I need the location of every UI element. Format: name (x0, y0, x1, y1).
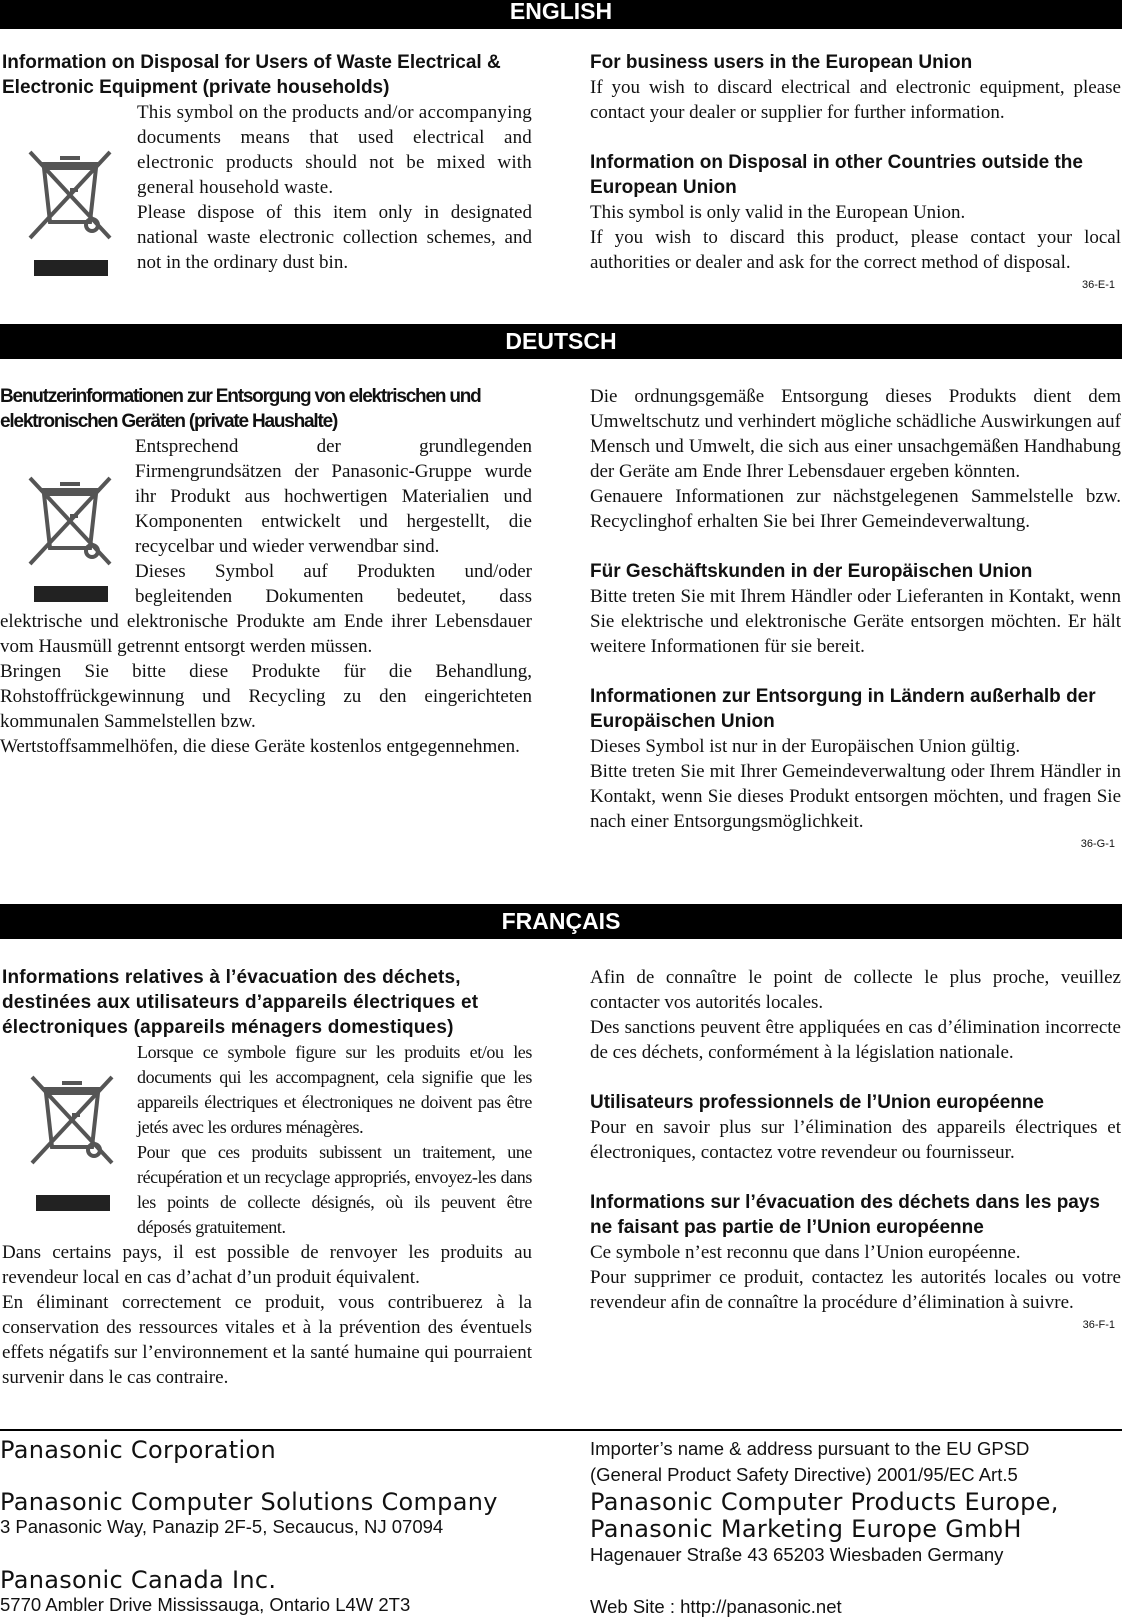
english-left-heading: Information on Disposal for Users of Waste Electrical & Electronic Equipment (private households) (2, 52, 501, 98)
francais-left-heading: Informations relatives à l’évacuation des déchets, destinées aux utilisateurs d’appareils électriques et électroniques (appareils ménagers domestiques) (2, 967, 479, 1038)
english-right-body-1: If you wish to discard electrical and electronic equipment, please contact your dealer or supplier for further information. (590, 77, 1121, 123)
footer-corp-name: Panasonic Corporation (0, 1436, 276, 1464)
footer-company-address: 3 Panasonic Way, Panazip 2F-5, Secaucus, NJ 07094 (0, 1516, 444, 1537)
deutsch-left-column (0, 384, 532, 759)
footer-website[interactable]: Web Site : http://panasonic.net (590, 1596, 842, 1617)
english-right-column (590, 50, 1121, 291)
footer-europe-address: Hagenauer Straße 43 65203 Wiesbaden Germany (590, 1544, 1004, 1565)
francais-left-body-1: Lorsque ce symbole figure sur les produits et/ou les documents qui les accompagnent, cela signifie que les appareils électriques et électroniques ne doivent pas être jetés avec les ordures ménagères. (137, 1042, 532, 1137)
francais-right-column (590, 965, 1121, 1331)
deutsch-right-column (590, 384, 1121, 850)
footer-canada-name: Panasonic Canada Inc. (0, 1566, 277, 1594)
francais-left-column (2, 965, 532, 1390)
crossed-out-wheelie-bin-icon (24, 1055, 134, 1225)
deutsch-right-heading-2: Informationen zur Entsorgung in Ländern außerhalb der Europäischen Union (590, 686, 1096, 732)
footer-europe-name-2: Panasonic Marketing Europe GmbH (590, 1515, 1022, 1543)
section-bar-english: ENGLISH (0, 0, 1122, 29)
francais-code: 36-F-1 (1082, 1319, 1115, 1331)
deutsch-right-body-4a: Dieses Symbol ist nur in der Europäischen Union gültig. (590, 736, 1021, 757)
english-weee-icon-slot (2, 100, 137, 280)
crossed-out-wheelie-bin-icon (22, 456, 132, 616)
footer-canada-address: 5770 Ambler Drive Mississauga, Ontario L4W 2T3 (0, 1594, 411, 1615)
deutsch-right-body-3: Bitte treten Sie mit Ihrem Händler oder Lieferanten in Kontakt, wenn Sie elektrische und elektronische Geräte entsorgen möchten. Er hält weitere Informationen für sie bereit. (590, 586, 1121, 657)
francais-left-body-2: Pour que ces produits subissent un traitement, une récupération et un recyclage appropriés, envoyez-les dans les points de collecte désignés, où ils peuvent être déposés gratuitement. (137, 1142, 532, 1237)
section-bar-deutsch: DEUTSCH (0, 324, 1122, 359)
deutsch-right-heading-1: Für Geschäftskunden in der Europäischen Union (590, 561, 1033, 582)
francais-right-body-2: Des sanctions peuvent être appliquées en cas d’élimination incorrecte de ces déchets, conformément à la législation nationale. (590, 1017, 1121, 1063)
english-right-body-2b: If you wish to discard this product, please contact your local authorities or dealer and ask for the correct method of disposal. (590, 227, 1121, 273)
crossed-out-wheelie-bin-icon (22, 130, 132, 300)
francais-right-heading-2: Informations sur l’évacuation des déchets dans les pays ne faisant pas partie de l’Union européenne (590, 1192, 1101, 1238)
footer-company-name: Panasonic Computer Solutions Company (0, 1488, 498, 1516)
deutsch-right-body-2: Genauere Informationen zur nächstgelegenen Sammelstelle bzw. Recyclinghof erhalten Sie bei Ihrer Gemeindeverwaltung. (590, 486, 1121, 532)
english-right-heading-1: For business users in the European Union (590, 52, 973, 73)
english-code: 36-E-1 (1081, 279, 1115, 291)
francais-left-body-3: Dans certains pays, il est possible de renvoyer les produits au revendeur local en cas d’achat d’un produit équivalent. (2, 1242, 532, 1288)
francais-left-body-4: En éliminant correctement ce produit, vous contribuerez à la conservation des ressources vitales et à la prévention des éventuels effets négatifs sur l’environnement et la santé humaine qui pourraient survenir dans le cas contraire. (2, 1292, 532, 1388)
footer-importer-line-2: (General Product Safety Directive) 2001/95/EC Art.5 (590, 1464, 1018, 1485)
deutsch-code: 36-G-1 (1080, 838, 1115, 850)
francais-weee-icon-slot (2, 1040, 137, 1225)
footer-importer-line-1: Importer’s name & address pursuant to the EU GPSD (590, 1438, 1030, 1459)
section-bar-francais: FRANÇAIS (0, 904, 1122, 939)
english-left-column (2, 50, 532, 280)
footer-right (590, 1436, 1121, 1620)
deutsch-left-body-4: Wertstoffsammelhöfen, die diese Geräte kostenlos entgegennehmen. (0, 736, 520, 757)
deutsch-left-heading: Benutzerinformationen zur Entsorgung von elektrischen und elektronischen Geräten (private Haushalte) (0, 386, 481, 432)
footer-divider (0, 1429, 1122, 1431)
deutsch-left-body-1: Entsprechend der grundlegenden Firmengrundsätzen der Panasonic-Gruppe wurde ihr Produkt aus hochwertigen Materialien und Komponenten entwickelt und hergestellt, die recycelbar und wieder verwendbar sind. (135, 436, 532, 557)
francais-right-heading-1: Utilisateurs professionnels de l’Union européenne (590, 1092, 1044, 1113)
francais-right-body-3: Pour en savoir plus sur l’élimination des appareils électriques et électroniques, contactez votre revendeur ou fournisseur. (590, 1117, 1121, 1163)
footer-europe-name-1: Panasonic Computer Products Europe, (590, 1488, 1059, 1516)
francais-right-body-1: Afin de connaître le point de collecte le plus proche, veuillez contacter vos autorités locales. (590, 967, 1121, 1013)
footer-left (0, 1436, 560, 1618)
english-left-body-2: Please dispose of this item only in designated national waste electronic collection schemes, and not in the ordinary dust bin. (137, 202, 532, 273)
deutsch-right-body-1: Die ordnungsgemäße Entsorgung dieses Produkts dient dem Umweltschutz und verhindert mögliche schädliche Auswirkungen auf Mensch und Umwelt, die sich aus einer unsachgemäßen Handhabung der Geräte am Ende Ihrer Lebensdauer ergeben könnten. (590, 386, 1121, 482)
deutsch-left-body-3: Bringen Sie bitte diese Produkte für die Behandlung, Rohstoffrückgewinnung und Recycling zu den eingerichteten kommunalen Sammelstellen bzw. (0, 661, 532, 732)
english-right-body-2a: This symbol is only valid in the European Union. (590, 202, 966, 223)
deutsch-weee-icon-slot (0, 434, 135, 604)
francais-right-body-4a: Ce symbole n’est reconnu que dans l’Union européenne. (590, 1242, 1021, 1263)
deutsch-right-body-4b: Bitte treten Sie mit Ihrer Gemeindeverwaltung oder Ihrem Händler in Kontakt, wenn Sie dieses Produkt entsorgen möchten, und fragen Sie nach einer Entsorgungsmöglichkeit. (590, 761, 1121, 832)
english-right-heading-2: Information on Disposal in other Countries outside the European Union (590, 152, 1083, 198)
francais-right-body-4b: Pour supprimer ce produit, contactez les autorités locales ou votre revendeur afin de connaître la procédure d’élimination à suivre. (590, 1267, 1121, 1313)
deutsch-left-body-2: Dieses Symbol auf Produkten und/oder begleitenden Dokumenten bedeutet, dass elektrische und elektronische Produkte am Ende ihrer Lebensdauer vom Hausmüll getrennt entsorgt werden müssen. (0, 561, 532, 657)
english-left-body-1: This symbol on the products and/or accompanying documents means that used electrical and electronic products should not be mixed with general household waste. (137, 102, 532, 198)
